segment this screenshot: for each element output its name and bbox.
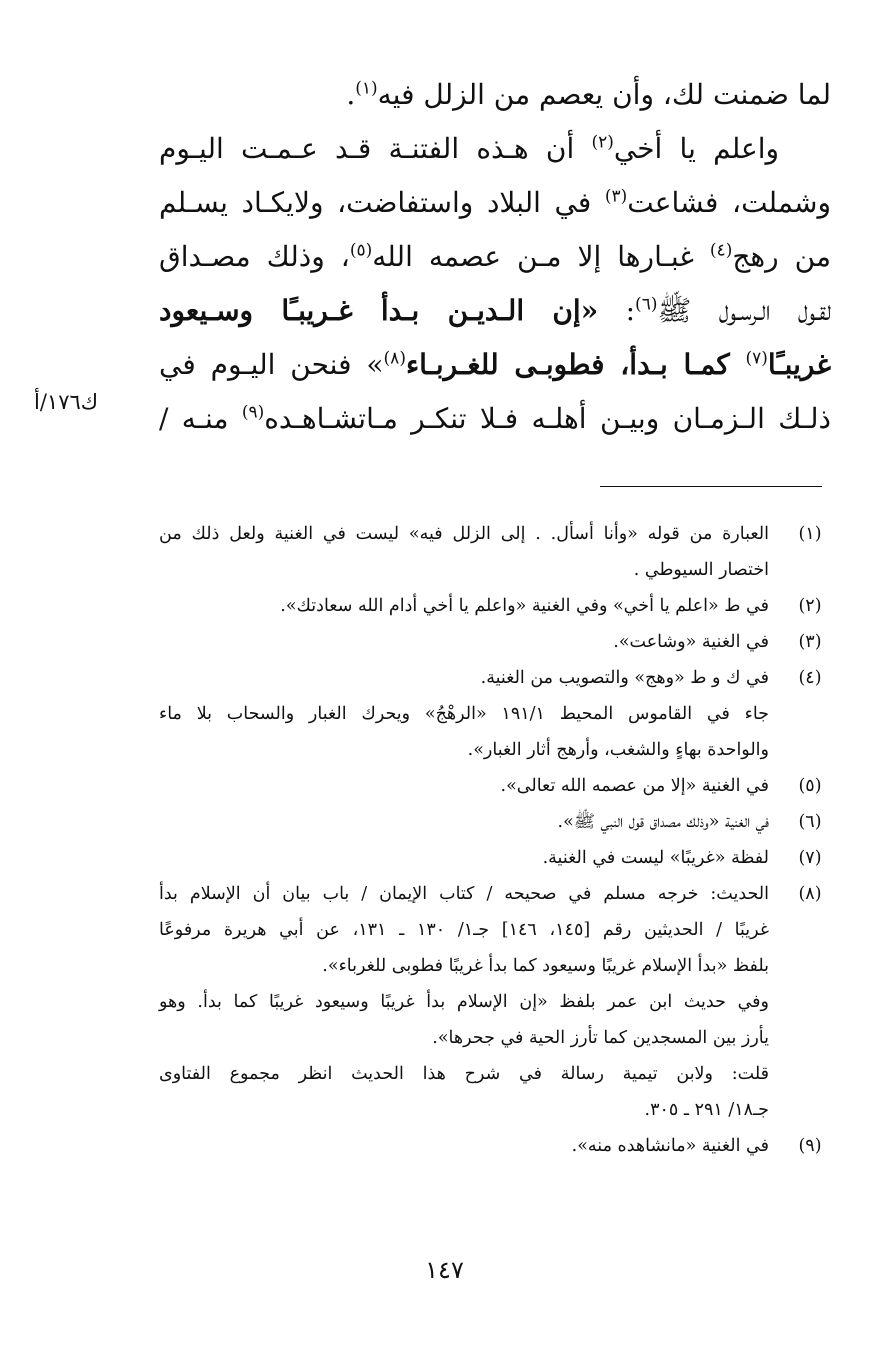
- footnote-4: (٤) في ك و ط «وهج» والتصويب من الغنية. جاء في القاموس المحيط ١٩١/١ «الرهْجُ» ويحرك الغبار والسحاب بلا ماء والواحدة بهاءٍ والشغب، وأرهج أثار الغبار».: [159, 660, 831, 768]
- footnote-number: (٨): [798, 884, 822, 904]
- main-line-7: ذلـك الـزمـان وبيـن أهلـه فـلا تنكـر مـاتشـاهـده$^{(٩)}$ منـه /: [159, 402, 832, 435]
- main-line-6: غريبـًا$^{(٧)}$ كمـا بـدأ، فطوبـى للغـربـاء$^{(٨)}$» فنحن اليـوم في: [159, 348, 831, 381]
- footnote-6: (٦) في الغنية «وذلك مصداق قول النبي ﷺ».: [159, 804, 831, 840]
- footnote-ref: (٥): [349, 240, 373, 261]
- hadith-text: كمـا بـدأ، فطوبـى للغـربـاء: [405, 348, 746, 381]
- main-line-3: وشملت، فشاعت$^{(٣)}$ في البلاد واستفاضت، ولايكـاد يسـلم: [159, 186, 831, 219]
- footnote-5: (٥) في الغنية «إلا من عصمه الله تعالى».: [159, 768, 831, 804]
- footnote-number: (٢): [798, 596, 822, 616]
- footnote-ref: (٢): [591, 132, 614, 153]
- main-line-5: لقـول الـرسـول ﷺ$^{(٦)}$: «إن الـديـن بـدأ غـريبـًا وسـيعود: [159, 294, 831, 327]
- page-number: ١٤٧: [425, 1256, 464, 1284]
- footnotes: [159, 516, 831, 1164]
- footnote-number: (٤): [798, 668, 822, 688]
- manuscript-margin-ref: ك١٧٦/أ: [34, 390, 99, 414]
- footnote-9: (٩) في الغنية «مانشاهده منه».: [159, 1128, 831, 1164]
- footnote-ref: (٣): [604, 186, 628, 207]
- footnote-ref: (١): [355, 78, 378, 99]
- footnote-3: (٣) في الغنية «وشاعت».: [159, 624, 831, 660]
- footnote-2: (٢) في ط «اعلم يا أخي» وفي الغنية «واعلم يا أخي أدام الله سعادتك».: [159, 588, 831, 624]
- footnote-number: (١): [798, 524, 822, 544]
- footnote-7: (٧) لفظة «غريبًا» ليست في الغنية.: [159, 840, 831, 876]
- main-line-4: من رهج$^{(٤)}$ غبـارها إلا مـن عصمه الله$^{(٥)}$، وذلك مصـداق: [159, 240, 831, 273]
- footnote-number: (٣): [798, 632, 822, 652]
- hadith-text: غريبـًا: [767, 348, 831, 381]
- footnote-ref: (٧): [745, 348, 768, 369]
- main-text: [159, 68, 831, 446]
- footnote-divider: [600, 486, 822, 487]
- footnote-ref: (٦): [635, 294, 658, 315]
- footnote-number: (٦): [798, 812, 822, 832]
- main-line-2: واعلم يا أخي$^{(٢)}$ أن هـذه الفتنـة قـد عـمـت اليـوم: [159, 132, 780, 165]
- main-line-1: لما ضمنت لك، وأن يعصم من الزلل فيه$^{(١)}$.: [346, 78, 831, 111]
- footnote-1: (١) العبارة من قوله «وأنا أسأل. . إلى الزلل فيه» ليست في الغنية ولعل ذلك من اختصار السيوطي .: [159, 516, 831, 588]
- footnote-number: (٧): [798, 848, 822, 868]
- footnote-ref: (٨): [383, 348, 406, 369]
- footnote-ref: (٩): [241, 402, 265, 423]
- footnote-number: (٥): [798, 776, 822, 796]
- footnote-ref: (٤): [709, 240, 733, 261]
- footnote-8: (٨) الحديث: خرجه مسلم في صحيحه / كتاب الإيمان / باب بيان أن الإسلام بدأ غريبًا / الحديثين رقم [١٤٥، ١٤٦] جـ١/ ١٣٠ ـ ١٣١، عن أبي هريرة مرفوعًا بلفظ «بدأ الإسلام غريبًا وسيعود كما بدأ غريبًا فطوبى للغرباء». وفي حديث ابن عمر بلفظ «إن الإسلام بدأ غريبًا وسيعود غريبًا كما بدأ. وهو يأرز بين المسجدين كما تأرز الحية في جحرها». قلت: ولابن تيمية رسالة في شرح هذا الحديث انظر مجموع الفتاوى جـ١٨/ ٢٩١ ـ ٣٠٥.: [159, 876, 831, 1128]
- hadith-text: «إن الـديـن بـدأ غـريبـًا وسـيعود: [159, 294, 599, 327]
- footnote-number: (٩): [798, 1136, 822, 1156]
